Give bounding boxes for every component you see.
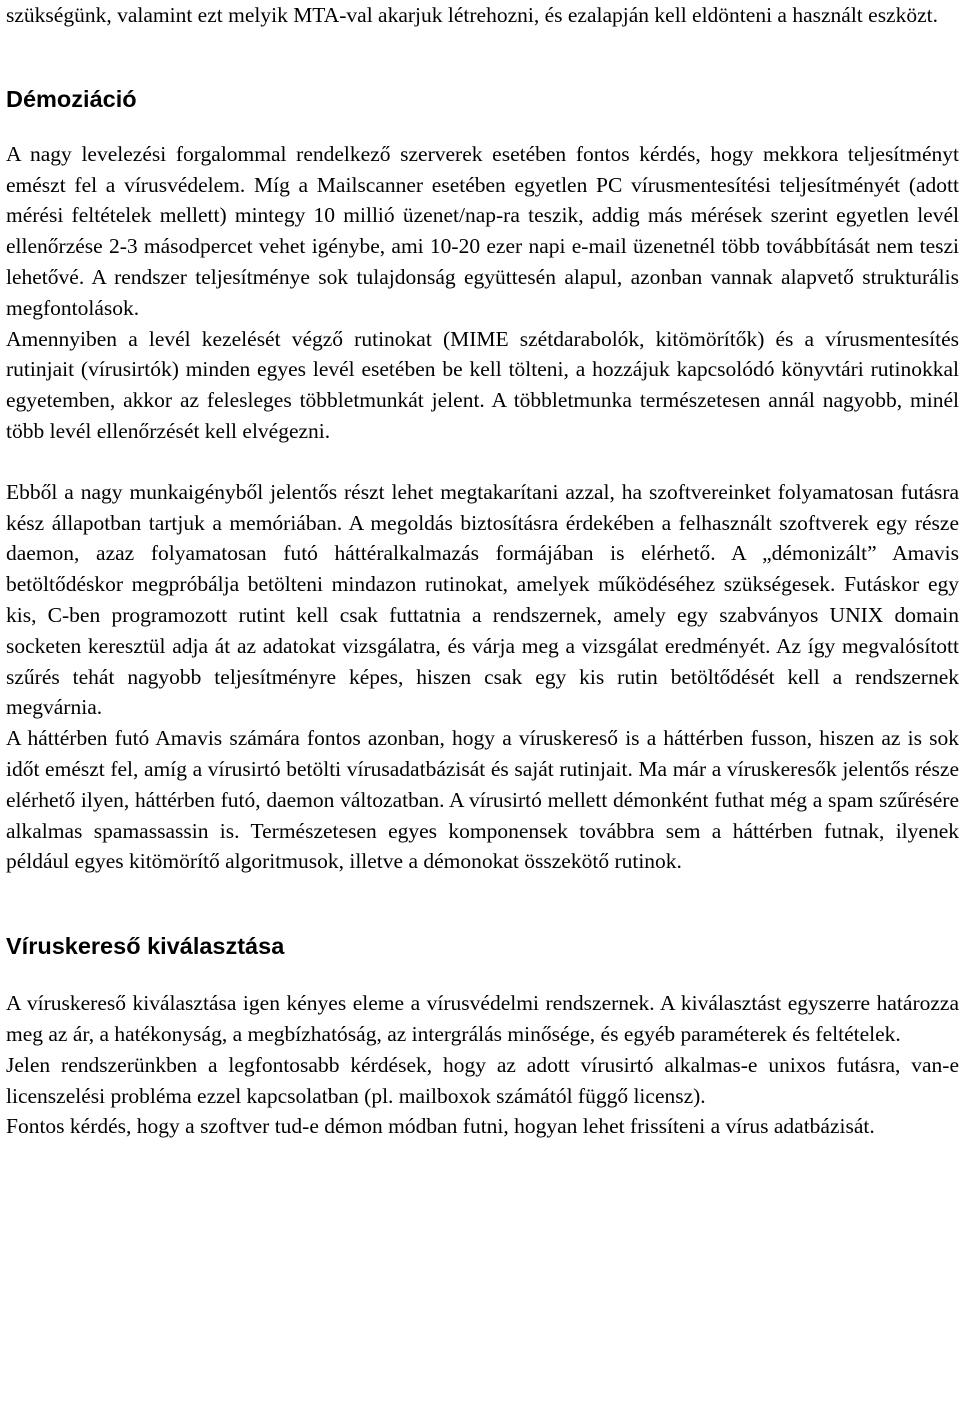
viruskereso-paragraph-1: A víruskereső kiválasztása igen kényes eleme a vírusvédelmi rendszernek. A kiválasztást egyszerre határozza meg az ár, a hatékonyság, a megbízhatóság, az intergrálás minősége, és egyéb paraméterek és feltételek. xyxy=(6,991,959,1046)
spacer xyxy=(6,447,959,477)
intro-paragraph: szükségünk, valamint ezt melyik MTA-val akarjuk létrehozni, és ezalapján kell eldönteni a használt eszközt. xyxy=(6,3,938,27)
demoziacio-paragraph-4: A háttérben futó Amavis számára fontos azonban, hogy a víruskereső is a háttérben fusson, hiszen az is sok időt emészt fel, amíg a vírusirtó betölti vírusadatbázisát és saját rutinjait. Ma már a víruskeresők jelentős része elérhető ilyen, háttérben futó, daemon változatban. A vírusirtó mellett démonként futhat még a spam szűrésére alkalmas spamassassin is. Természetesen egyes komponensek továbbra sem a háttérben futnak, ilyenek például egyes kitömörítő algoritmusok, illetve a démonokat összekötő rutinok. xyxy=(6,726,959,874)
spacer xyxy=(6,961,959,988)
section-heading-viruskereso: Víruskereső kiválasztása xyxy=(6,933,285,960)
demoziacio-paragraph-3: Ebből a nagy munkaigényből jelentős részt lehet megtakarítani azzal, ha szoftvereinket folyamatosan futásra kész állapotban tartjuk a memóriában. A megoldás biztosításra érdekében a felhasznált szoftverek egy része daemon, azaz folyamatosan futó háttéralkalmazás formájában is elérhető. A „démonizált” Amavis betöltődéskor megpróbálja betölteni mindazon rutinokat, amelyek működéséhez szükségesek. Futáskor egy kis, C-ben programozott rutint kell csak futtatnia a rendszernek, amely egy szabványos UNIX domain socketen keresztül adja át az adatokat vizsgálatra, és várja meg a vizsgálat eredményét. Az így megvalósított szűrés tehát nagyobb teljesítményre képes, hiszen csak egy kis rutin betöltődését kell a rendszernek megvárnia. xyxy=(6,479,959,720)
viruskereso-paragraph-2: Jelen rendszerünkben a legfontosabb kérdések, hogy az adott vírusirtó alkalmas-e unixos futásra, van-e licenszelési probléma ezzel kapcsolatban (pl. mailboxok számától függő licensz). xyxy=(6,1052,959,1108)
section-heading-demoziacio: Démoziáció xyxy=(6,85,137,112)
document-page xyxy=(6,0,959,1142)
demoziacio-paragraph-2: Amennyiben a levél kezelését végző rutinokat (MIME szétdarabolók, kitömörítők) és a vírusmentesítés rutinjait (vírusirtók) minden egyes levél esetében be kell tölteni, a hozzájuk kapcsolódó könyvtári rutinokkal egyetemben, akkor az felesleges többletmunkát jelent. A többletmunka természetesen annál nagyobb, minél több levél ellenőrzését kell elvégezni. xyxy=(6,326,959,443)
viruskereso-paragraph-3: Fontos kérdés, hogy a szoftver tud-e démon módban futni, hogyan lehet frissíteni a vírus adatbázisát. xyxy=(6,1114,875,1139)
spacer xyxy=(6,31,959,84)
spacer xyxy=(6,877,959,931)
spacer xyxy=(6,114,959,139)
demoziacio-paragraph-1: A nagy levelezési forgalommal rendelkező szerverek esetében fontos kérdés, hogy mekkora teljesítményt emészt fel a vírusvédelem. Míg a Mailscanner esetében egyetlen PC vírusmentesítési teljesítményét (adott mérési feltételek mellett) mintegy 10 millió üzenet/nap-ra teszik, addig más mérések szerint egyetlen levél ellenőrzése 2-3 másodpercet vehet igénybe, ami 10-20 ezer napi e-mail üzenetnél több továbbítását nem teszi lehetővé. A rendszer teljesítménye sok tulajdonság együttesén alapul, azonban vannak alapvető strukturális megfontolások. xyxy=(6,141,959,320)
